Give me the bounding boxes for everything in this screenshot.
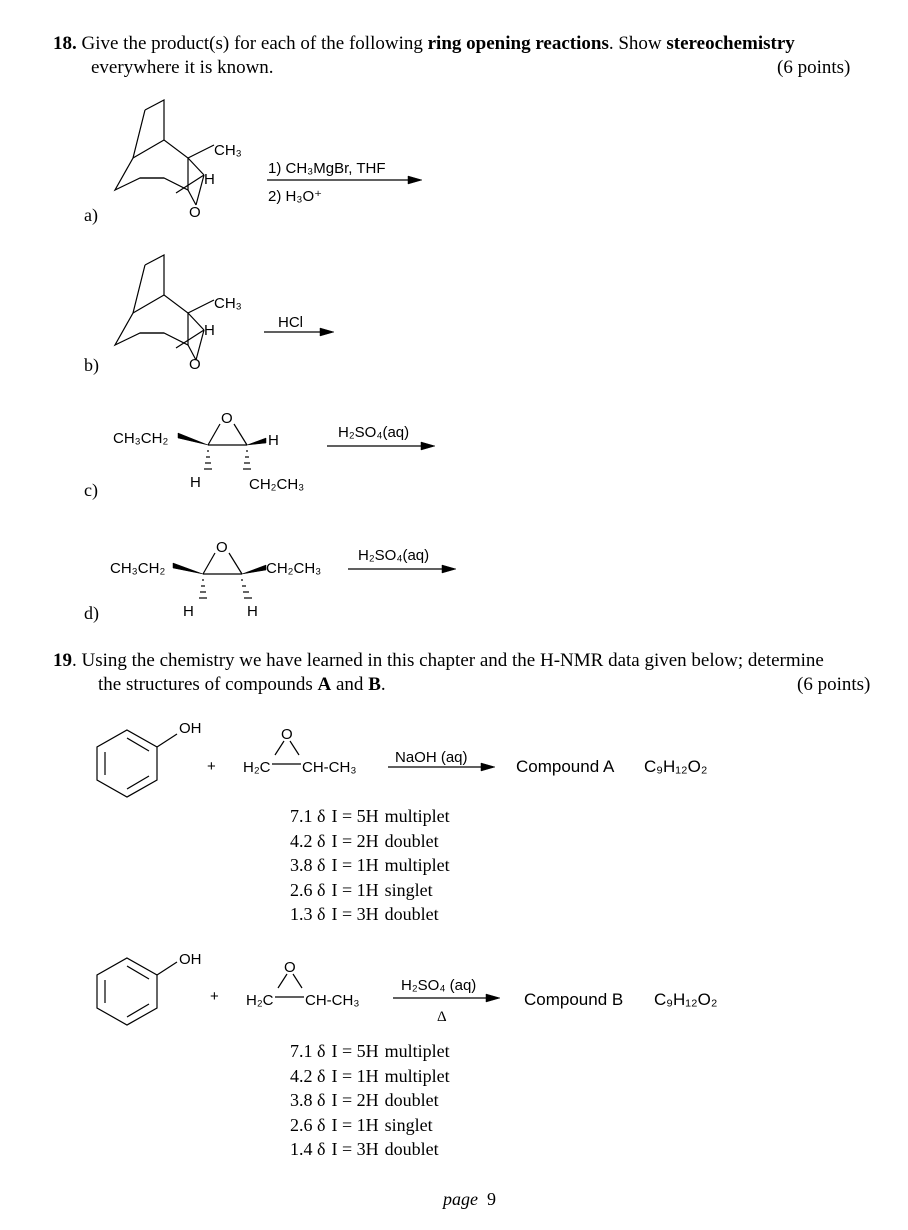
table-row: 3.8 δ I = 1H multiplet xyxy=(290,855,450,875)
nmr-table-a xyxy=(290,804,456,927)
b-reagent: H₂SO₄ (aq) xyxy=(401,977,477,994)
b-epoxide-left: H₂C xyxy=(246,992,274,1009)
c-arrow-head xyxy=(421,442,435,450)
table-row: 7.1 δ I = 5H multiplet xyxy=(290,806,450,826)
benzene-ring-a xyxy=(97,730,157,797)
part-d-label: d) xyxy=(84,603,99,623)
page-word: page xyxy=(443,1189,478,1209)
a-arrow-head xyxy=(408,176,422,184)
b-reagent: HCl xyxy=(278,314,303,331)
nmr-table-b xyxy=(290,1039,456,1162)
part-b-structure xyxy=(100,250,440,380)
table-row: 1.4 δ I = 3H doublet xyxy=(290,1139,439,1159)
part-c-structure xyxy=(110,405,450,500)
a-epoxide-right: CH-CH₃ xyxy=(302,759,357,776)
table-row: 3.8 δ I = 2H doublet xyxy=(290,1090,439,1110)
part-c-label: c) xyxy=(84,480,98,500)
b-condition: Δ xyxy=(437,1009,447,1025)
q18-number: 18. xyxy=(53,33,77,54)
d-ethyl-right: CH₂CH₃ xyxy=(266,560,322,577)
d-h-right: H xyxy=(247,603,258,620)
d-o: O xyxy=(216,539,228,556)
b-oh: OH xyxy=(179,951,202,968)
compound-a-label: Compound A xyxy=(516,757,615,776)
part-a-label: a) xyxy=(84,205,98,225)
compound-b-formula: C₉H₁₂O₂ xyxy=(654,990,718,1009)
table-row: 7.1 δ I = 5H multiplet xyxy=(290,1041,450,1061)
page-footer xyxy=(443,1189,496,1210)
b-epoxide-right: CH-CH₃ xyxy=(305,992,360,1009)
b-ch3: CH₃ xyxy=(214,295,242,312)
d-reagent: H₂SO₄(aq) xyxy=(358,547,430,564)
a-reagent-bottom: 2) H₃O⁺ xyxy=(268,188,323,205)
part-b-label: b) xyxy=(84,355,99,375)
a-h: H xyxy=(204,171,215,188)
b-h: H xyxy=(204,322,215,339)
a-epoxide-o: O xyxy=(281,726,293,743)
q19-bold-A: A xyxy=(317,674,332,695)
part-d-structure xyxy=(108,530,468,625)
b-rxn-arrow-head xyxy=(486,994,500,1002)
q19-number: 19 xyxy=(53,650,72,671)
a-oh: OH xyxy=(179,720,202,737)
q19-heading xyxy=(53,650,824,672)
c-h-right: H xyxy=(268,432,279,449)
q19-points: (6 points) xyxy=(797,674,871,695)
q19-bold-B: B xyxy=(368,674,381,695)
a-epoxide-left: H₂C xyxy=(243,759,271,776)
benzene-ring-b xyxy=(97,958,157,1025)
a-reagent-top: 1) CH₃MgBr, THF xyxy=(268,160,386,177)
c-ethyl-bottom: CH₂CH₃ xyxy=(249,476,305,493)
table-row: 4.2 δ I = 1H multiplet xyxy=(290,1065,450,1086)
q18-heading xyxy=(53,33,795,55)
a-plus: + xyxy=(207,758,216,775)
a-reagent: NaOH (aq) xyxy=(395,749,468,766)
q19-line2: the structures of compounds A and B. xyxy=(98,674,386,695)
c-ethyl: CH₃CH₂ xyxy=(113,430,169,447)
q18-points: (6 points) xyxy=(777,57,851,78)
reaction-a-structure xyxy=(95,712,735,792)
q18-text-b: . Show xyxy=(608,33,667,54)
d-arrow-head xyxy=(442,565,456,573)
q18-bold-a: ring opening reactions xyxy=(427,33,609,54)
b-plus: + xyxy=(210,988,219,1005)
q18-text-a: Give the product(s) for each of the following xyxy=(81,33,428,54)
a-o: O xyxy=(189,204,201,221)
q18-line2: everywhere it is known. xyxy=(91,57,274,78)
c-h-bottom: H xyxy=(190,474,201,491)
q19-text-a: . Using the chemistry we have learned in this chapter and the H-NMR data given below; determine xyxy=(72,650,824,671)
reaction-b-structure xyxy=(95,946,745,1036)
b-arrow-head xyxy=(320,328,334,336)
page-number: 9 xyxy=(487,1189,496,1209)
table-row: 2.6 δ I = 1H singlet xyxy=(290,879,433,900)
part-a-structure xyxy=(100,95,440,225)
a-rxn-arrow-head xyxy=(481,763,495,771)
table-row: 1.3 δ I = 3H doublet xyxy=(290,904,439,924)
q18-bold-b: stereochemistry xyxy=(666,33,795,54)
table-row: 4.2 δ I = 2H doublet xyxy=(290,830,439,851)
b-o: O xyxy=(189,356,201,373)
b-epoxide-o: O xyxy=(284,959,296,976)
a-ch3: CH₃ xyxy=(214,142,242,159)
compound-a-formula: C₉H₁₂O₂ xyxy=(644,757,708,776)
compound-b-label: Compound B xyxy=(524,990,624,1009)
c-reagent: H₂SO₄(aq) xyxy=(338,424,410,441)
d-h-left: H xyxy=(183,603,194,620)
d-ethyl-left: CH₃CH₂ xyxy=(110,560,166,577)
table-row: 2.6 δ I = 1H singlet xyxy=(290,1114,433,1135)
c-o: O xyxy=(221,410,233,427)
